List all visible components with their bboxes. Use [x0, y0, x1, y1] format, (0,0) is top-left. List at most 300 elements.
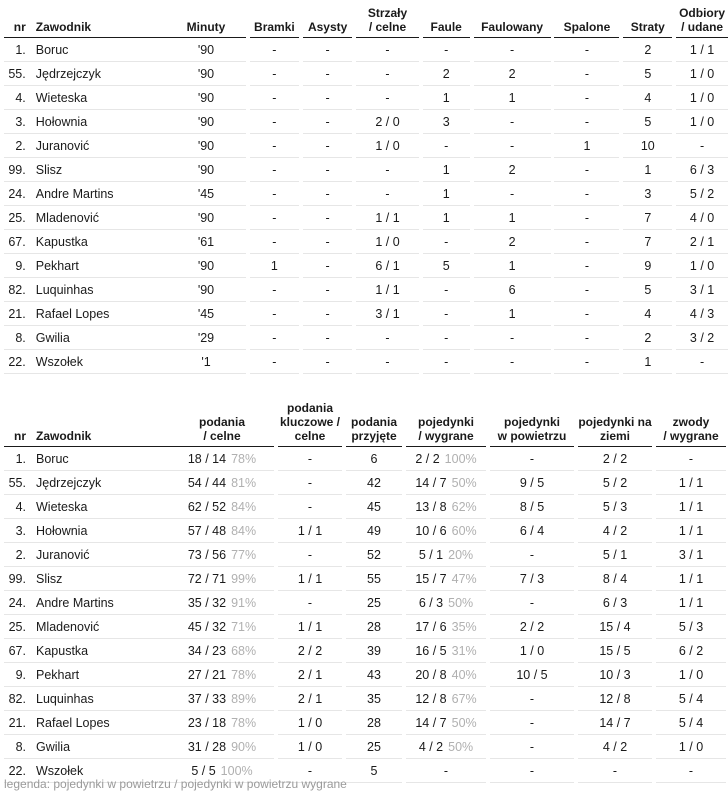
stat-cell: -	[554, 350, 619, 374]
table-row	[4, 639, 726, 663]
player-number: 4.	[4, 86, 30, 110]
table-row	[4, 495, 726, 519]
column-header: pojedynki / wygrane	[406, 401, 486, 447]
stat-value: 37 / 33	[187, 691, 227, 706]
column-header: podania kluczowe / celne	[278, 401, 342, 447]
stat-cell: -	[554, 206, 619, 230]
stat-value: 6	[370, 451, 378, 466]
stat-cell: -	[554, 182, 619, 206]
stat-cell	[278, 663, 342, 687]
stat-cell: -	[250, 158, 300, 182]
stat-cell: -	[250, 182, 300, 206]
stat-percent: 84%	[231, 499, 257, 514]
stat-percent: 50%	[448, 595, 474, 610]
stat-value: 7 / 3	[519, 571, 545, 586]
stat-cell: 1	[474, 254, 551, 278]
stat-value: 27 / 21	[187, 667, 227, 682]
stat-cell: -	[250, 86, 300, 110]
stat-value: 5 / 2	[602, 475, 628, 490]
player-name: Boruc	[30, 447, 170, 471]
stat-cell	[656, 735, 726, 759]
stat-value: 45	[367, 499, 381, 514]
stat-cell: 1 / 0	[676, 110, 728, 134]
table-row	[4, 519, 726, 543]
stat-value: 15 / 5	[599, 643, 631, 658]
stat-value: 1 / 1	[678, 499, 704, 514]
table-row	[4, 62, 728, 86]
stat-percent: 91%	[231, 595, 257, 610]
stat-cell	[170, 567, 274, 591]
stat-cell	[406, 711, 486, 735]
stat-cell	[278, 735, 342, 759]
stat-value: 10 / 6	[415, 523, 447, 538]
table-row	[4, 687, 726, 711]
stat-value: 5 / 3	[602, 499, 628, 514]
stat-value: -	[443, 763, 449, 778]
stat-cell: '29	[166, 326, 246, 350]
stat-percent: 78%	[231, 715, 257, 730]
stat-cell: 1	[474, 302, 551, 326]
column-header: pojedynki w powietrzu	[490, 401, 574, 447]
table-header-row	[4, 401, 726, 447]
stat-cell	[656, 543, 726, 567]
stat-cell: 4 / 0	[676, 206, 728, 230]
stat-cell	[278, 639, 342, 663]
player-name: Mladenović	[30, 206, 166, 230]
stat-value: 6 / 4	[519, 523, 545, 538]
stat-value: 1 / 0	[297, 739, 323, 754]
stat-cell: -	[303, 302, 352, 326]
legend-note: legenda: pojedynki w powietrzu / pojedynki w powietrzu wygrane	[4, 777, 347, 791]
stat-cell	[406, 495, 486, 519]
passing-duels-table	[4, 401, 726, 783]
player-name: Hołownia	[30, 110, 166, 134]
stat-cell	[656, 471, 726, 495]
stat-cell	[578, 447, 652, 471]
stat-value: 6 / 2	[678, 643, 704, 658]
stat-value: 5 / 3	[678, 619, 704, 634]
stat-value: 4 / 2	[602, 739, 628, 754]
stat-value: -	[307, 451, 313, 466]
stat-cell	[490, 759, 574, 783]
stat-cell	[656, 447, 726, 471]
stat-value: 20 / 8	[415, 667, 447, 682]
stat-value: 5 / 1	[602, 547, 628, 562]
stat-value: 72 / 71	[187, 571, 227, 586]
stat-cell: '45	[166, 182, 246, 206]
stat-value: 25	[367, 595, 381, 610]
stat-cell	[170, 543, 274, 567]
stat-cell: 3	[623, 182, 672, 206]
column-header: Zawodnik	[30, 401, 170, 447]
column-header: nr	[4, 401, 30, 447]
match-stats-table	[4, 6, 728, 374]
player-number: 25.	[4, 615, 30, 639]
stat-cell: 1	[474, 86, 551, 110]
player-name: Andre Martins	[30, 182, 166, 206]
stat-value: 5 / 5	[191, 763, 216, 778]
stat-cell: -	[303, 134, 352, 158]
stat-percent: 71%	[231, 619, 257, 634]
player-name: Boruc	[30, 38, 166, 62]
table-row	[4, 326, 728, 350]
table-row	[4, 350, 728, 374]
stat-value: 1 / 1	[678, 475, 704, 490]
stat-cell: -	[423, 350, 470, 374]
table-row	[4, 134, 728, 158]
stat-value: -	[612, 763, 618, 778]
stat-cell: 1	[423, 158, 470, 182]
stat-cell: -	[250, 206, 300, 230]
stat-value: 4 / 2	[602, 523, 628, 538]
stat-cell	[406, 471, 486, 495]
stat-cell	[406, 663, 486, 687]
stat-value: -	[307, 475, 313, 490]
player-name: Jędrzejczyk	[30, 62, 166, 86]
stat-cell: '90	[166, 86, 246, 110]
stat-cell	[278, 615, 342, 639]
player-number: 22.	[4, 350, 30, 374]
stat-cell	[656, 687, 726, 711]
player-number: 55.	[4, 471, 30, 495]
stat-value: 35	[367, 691, 381, 706]
stat-percent: 77%	[231, 547, 257, 562]
player-name: Wszołek	[30, 350, 166, 374]
player-number: 99.	[4, 567, 30, 591]
stat-percent: 90%	[231, 739, 257, 754]
player-number: 67.	[4, 639, 30, 663]
stat-cell: -	[250, 230, 300, 254]
stat-cell	[578, 759, 652, 783]
stat-value: 2 / 2	[519, 619, 545, 634]
player-number: 3.	[4, 519, 30, 543]
stat-cell: 1	[554, 134, 619, 158]
player-number: 3.	[4, 110, 30, 134]
player-name: Juranović	[30, 543, 170, 567]
stat-cell	[578, 687, 652, 711]
stat-cell: 2	[423, 62, 470, 86]
table-header-row	[4, 6, 728, 38]
stat-value: 1 / 1	[678, 571, 704, 586]
stat-cell: '90	[166, 206, 246, 230]
column-header: podania przyjęte	[346, 401, 402, 447]
stat-value: 10 / 3	[599, 667, 631, 682]
stat-cell	[656, 519, 726, 543]
stat-cell	[278, 711, 342, 735]
stat-value: 6 / 3	[418, 595, 444, 610]
stat-cell	[578, 495, 652, 519]
stat-value: 55	[367, 571, 381, 586]
stat-cell: 6	[474, 278, 551, 302]
stat-cell: 5	[623, 62, 672, 86]
stat-cell	[490, 711, 574, 735]
stat-percent: 20%	[448, 547, 474, 562]
stat-cell	[346, 567, 402, 591]
stat-value: -	[688, 763, 694, 778]
player-name: Pekhart	[30, 663, 170, 687]
stat-cell: 1	[423, 86, 470, 110]
stat-cell	[170, 711, 274, 735]
stat-cell: -	[303, 278, 352, 302]
stat-cell: -	[303, 254, 352, 278]
player-number: 82.	[4, 687, 30, 711]
stat-value: 42	[367, 475, 381, 490]
stat-cell: -	[250, 302, 300, 326]
stat-value: 23 / 18	[187, 715, 227, 730]
stat-cell	[578, 711, 652, 735]
stat-value: 14 / 7	[415, 715, 447, 730]
stat-cell: 6 / 3	[676, 158, 728, 182]
stat-value: 5 / 4	[678, 715, 704, 730]
stat-value: -	[307, 547, 313, 562]
stat-value: 1 / 1	[297, 523, 323, 538]
stat-cell: -	[554, 254, 619, 278]
stat-percent: 62%	[451, 499, 477, 514]
table-row	[4, 230, 728, 254]
stat-cell: 1	[423, 206, 470, 230]
stat-cell: -	[554, 158, 619, 182]
stat-cell: 1	[474, 206, 551, 230]
stat-cell	[406, 639, 486, 663]
stat-cell: -	[423, 302, 470, 326]
stat-cell: -	[303, 326, 352, 350]
table-row	[4, 110, 728, 134]
stat-cell	[406, 543, 486, 567]
stat-cell: 1	[250, 254, 300, 278]
stat-cell: -	[554, 302, 619, 326]
stat-cell	[170, 639, 274, 663]
stat-cell	[578, 639, 652, 663]
column-header: Zawodnik	[30, 6, 166, 38]
stat-value: -	[307, 595, 313, 610]
stat-cell: -	[250, 134, 300, 158]
stat-cell	[490, 519, 574, 543]
stat-cell: -	[676, 350, 728, 374]
stat-value: 6 / 3	[602, 595, 628, 610]
stat-cell	[346, 735, 402, 759]
stat-cell: -	[554, 38, 619, 62]
stat-cell	[578, 615, 652, 639]
stat-cell	[406, 519, 486, 543]
stat-cell: -	[554, 230, 619, 254]
stat-value: -	[688, 451, 694, 466]
player-number: 21.	[4, 711, 30, 735]
stat-cell: -	[303, 230, 352, 254]
stat-cell	[170, 735, 274, 759]
stat-cell: '90	[166, 158, 246, 182]
player-number: 24.	[4, 591, 30, 615]
player-number: 4.	[4, 495, 30, 519]
player-name: Wieteska	[30, 495, 170, 519]
player-number: 24.	[4, 182, 30, 206]
stat-value: 39	[367, 643, 381, 658]
stat-value: -	[529, 451, 535, 466]
stat-cell	[656, 615, 726, 639]
stat-cell	[490, 663, 574, 687]
stat-cell	[170, 615, 274, 639]
player-name: Luquinhas	[30, 278, 166, 302]
column-header: Minuty	[166, 6, 246, 38]
stat-value: 1 / 1	[297, 571, 323, 586]
stat-cell: -	[356, 86, 419, 110]
stat-cell: -	[474, 182, 551, 206]
stat-cell	[278, 495, 342, 519]
player-name: Kapustka	[30, 639, 170, 663]
stat-value: 52	[367, 547, 381, 562]
stat-cell: -	[303, 350, 352, 374]
stat-cell: -	[474, 38, 551, 62]
stat-cell: -	[303, 206, 352, 230]
stat-value: -	[307, 499, 313, 514]
stat-cell: -	[423, 230, 470, 254]
stat-cell: -	[303, 182, 352, 206]
stat-cell	[170, 591, 274, 615]
player-number: 8.	[4, 735, 30, 759]
stat-cell: -	[250, 278, 300, 302]
player-name: Pekhart	[30, 254, 166, 278]
stat-value: 1 / 1	[297, 619, 323, 634]
stat-percent: 78%	[231, 451, 257, 466]
stat-value: 73 / 56	[187, 547, 227, 562]
stat-cell: -	[250, 350, 300, 374]
stat-value: 5	[370, 763, 378, 778]
stat-value: 16 / 5	[415, 643, 447, 658]
stat-cell	[490, 495, 574, 519]
stat-cell	[346, 591, 402, 615]
column-header: Spalone	[554, 6, 619, 38]
column-header: Asysty	[303, 6, 352, 38]
player-name: Gwilia	[30, 326, 166, 350]
stat-cell: 2	[623, 326, 672, 350]
stat-cell	[170, 495, 274, 519]
table-row	[4, 663, 726, 687]
stat-value: -	[529, 763, 535, 778]
stat-cell: -	[423, 326, 470, 350]
column-header: podania / celne	[170, 401, 274, 447]
stat-percent: 78%	[231, 667, 257, 682]
stat-percent: 60%	[451, 523, 477, 538]
stat-cell: 9	[623, 254, 672, 278]
stat-cell: -	[250, 38, 300, 62]
stat-cell: 1 / 0	[676, 86, 728, 110]
column-header: pojedynki na ziemi	[578, 401, 652, 447]
stat-percent: 100%	[220, 763, 253, 778]
column-header: Bramki	[250, 6, 300, 38]
stat-cell: 5	[423, 254, 470, 278]
stat-cell: 1 / 1	[356, 206, 419, 230]
stat-cell	[406, 591, 486, 615]
stat-value: -	[529, 739, 535, 754]
stat-cell	[578, 663, 652, 687]
stat-value: 8 / 5	[519, 499, 545, 514]
stat-cell: '1	[166, 350, 246, 374]
stat-cell: -	[554, 326, 619, 350]
table-row	[4, 471, 726, 495]
stat-cell	[578, 519, 652, 543]
stat-cell	[278, 687, 342, 711]
player-name: Wieteska	[30, 86, 166, 110]
stat-cell: -	[250, 326, 300, 350]
stat-cell: -	[423, 134, 470, 158]
stat-cell: 2	[623, 38, 672, 62]
stat-value: 45 / 32	[187, 619, 227, 634]
column-header: Faule	[423, 6, 470, 38]
stat-value: 13 / 8	[415, 499, 447, 514]
stat-value: -	[529, 715, 535, 730]
player-number: 22.	[4, 759, 30, 783]
stat-cell: 1 / 0	[356, 134, 419, 158]
stat-value: 49	[367, 523, 381, 538]
stat-cell	[490, 591, 574, 615]
stat-value: 14 / 7	[599, 715, 631, 730]
stat-cell	[656, 567, 726, 591]
stat-cell: -	[303, 110, 352, 134]
stat-cell	[656, 711, 726, 735]
stat-value: 28	[367, 715, 381, 730]
stat-cell: 1 / 0	[676, 62, 728, 86]
stat-cell	[490, 735, 574, 759]
stat-value: 31 / 28	[187, 739, 227, 754]
stat-percent: 50%	[448, 739, 474, 754]
stat-cell: 3 / 1	[676, 278, 728, 302]
stat-cell	[656, 663, 726, 687]
stat-cell	[346, 711, 402, 735]
player-name: Juranović	[30, 134, 166, 158]
stat-cell: -	[474, 350, 551, 374]
stat-value: 15 / 7	[415, 571, 447, 586]
stat-cell	[490, 471, 574, 495]
stat-cell	[490, 639, 574, 663]
stat-cell	[406, 687, 486, 711]
stat-cell: 1 / 1	[356, 278, 419, 302]
stat-cell: 5	[623, 110, 672, 134]
stat-cell: '90	[166, 110, 246, 134]
player-name: Gwilia	[30, 735, 170, 759]
stat-percent: 31%	[451, 643, 477, 658]
stat-cell	[406, 735, 486, 759]
stat-cell	[346, 687, 402, 711]
player-name: Rafael Lopes	[30, 302, 166, 326]
stat-value: -	[307, 763, 313, 778]
stat-cell: -	[356, 158, 419, 182]
column-header: zwody / wygrane	[656, 401, 726, 447]
stat-cell	[490, 447, 574, 471]
table-row	[4, 735, 726, 759]
stat-cell: -	[554, 86, 619, 110]
stat-percent: 35%	[451, 619, 477, 634]
stat-cell: 2	[474, 62, 551, 86]
stat-value: 18 / 14	[187, 451, 227, 466]
player-name: Andre Martins	[30, 591, 170, 615]
stat-value: 3 / 1	[678, 547, 704, 562]
stat-cell: -	[303, 38, 352, 62]
table-row	[4, 38, 728, 62]
stat-cell: 5 / 2	[676, 182, 728, 206]
stat-cell: -	[356, 182, 419, 206]
stat-cell	[278, 543, 342, 567]
stat-value: 2 / 1	[297, 691, 323, 706]
stat-cell	[656, 591, 726, 615]
stat-cell: 2	[474, 230, 551, 254]
stat-cell: -	[356, 62, 419, 86]
stat-cell	[406, 447, 486, 471]
stat-cell: -	[423, 278, 470, 302]
table-row	[4, 158, 728, 182]
stat-cell	[170, 519, 274, 543]
stat-cell	[346, 615, 402, 639]
stat-cell: -	[554, 278, 619, 302]
player-number: 9.	[4, 254, 30, 278]
